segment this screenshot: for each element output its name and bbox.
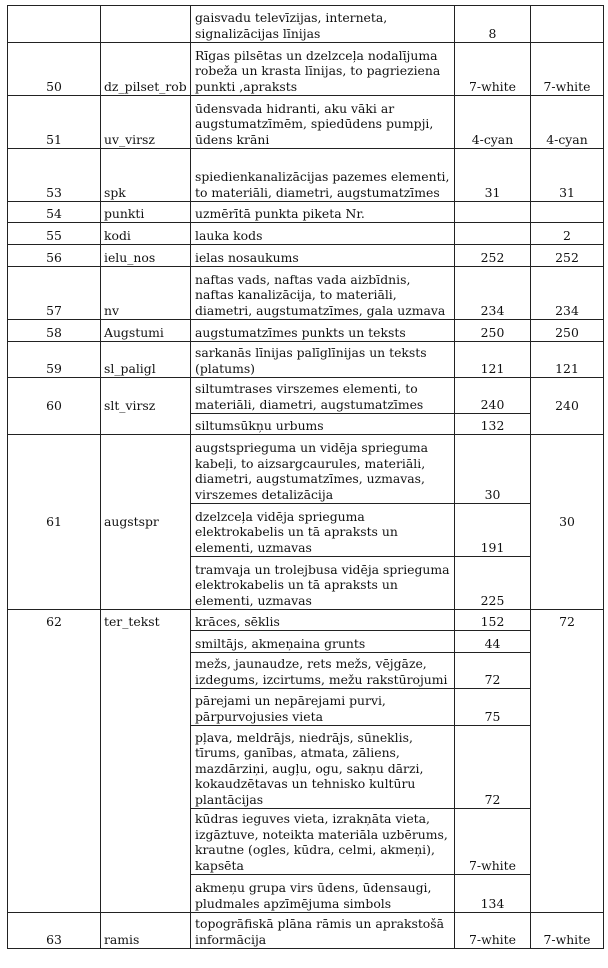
row-layer-color: 252 xyxy=(531,245,604,267)
row-color: 234 xyxy=(455,267,531,320)
table-row xyxy=(8,320,604,342)
table-row xyxy=(8,267,604,320)
row-color: 7-white xyxy=(455,913,531,949)
row-description: uzmērītā punkta piketa Nr. xyxy=(191,202,455,223)
row-layer-color: 7-white xyxy=(531,43,604,96)
row-description: pļava, meldrājs, niedrājs, sūneklis, tīrums, ganības, atmata, zāliens, mazdārziņi, augļu, ogu, sakņu dārzi, kokaudzētavas un tehnisko kultūru plantācijas xyxy=(191,726,455,809)
row-id xyxy=(8,6,101,43)
row-description: lauka kods xyxy=(191,223,455,245)
row-layer: dz_pilset_rob xyxy=(101,43,191,96)
row-description: kūdras ieguves vieta, izrakņāta vieta, izgāztuve, noteikta materiāla uzbērums, krautne (ogles, kūdra, celmi, akmeņi), kapsēta xyxy=(191,809,455,875)
table-row xyxy=(8,202,604,223)
row-color: 191 xyxy=(455,504,531,557)
row-id: 56 xyxy=(8,245,101,267)
row-color: 72 xyxy=(455,726,531,809)
row-color: 132 xyxy=(455,414,531,435)
row-layer: kodi xyxy=(101,223,191,245)
row-description: siltumtrases virszemes elementi, to materiāli, diametri, augstumatzīmes xyxy=(191,378,455,414)
row-id: 54 xyxy=(8,202,101,223)
row-color: 7-white xyxy=(455,809,531,875)
row-layer: punkti xyxy=(101,202,191,223)
row-color: 8 xyxy=(455,6,531,43)
row-id: 57 xyxy=(8,267,101,320)
row-layer-color: 121 xyxy=(531,342,604,378)
row-description: siltumsūkņu urbums xyxy=(191,414,455,435)
row-layer-color: 7-white xyxy=(531,913,604,949)
row-description: krāces, sēklis xyxy=(191,610,455,631)
row-layer: sl_paligl xyxy=(101,342,191,378)
row-color: 240 xyxy=(455,378,531,414)
row-layer: ter_tekst xyxy=(101,610,191,913)
row-layer-color: 240 xyxy=(531,378,604,435)
table-row xyxy=(8,43,604,96)
row-color: 121 xyxy=(455,342,531,378)
row-color: 134 xyxy=(455,875,531,913)
row-layer-color: 30 xyxy=(531,435,604,610)
row-color: 225 xyxy=(455,557,531,610)
table-row xyxy=(8,223,604,245)
row-layer-color: 72 xyxy=(531,610,604,913)
row-color: 4-cyan xyxy=(455,96,531,149)
row-layer: augstspr xyxy=(101,435,191,610)
row-description: augstsprieguma un vidēja sprieguma kabeļi, to aizsargcaurules, materiāli, diametri, augstumatzīmes, uzmavas, virszemes detalizācija xyxy=(191,435,455,504)
row-description: augstumatzīmes punkts un teksts xyxy=(191,320,455,342)
row-id: 53 xyxy=(8,149,101,202)
row-description: Rīgas pilsētas un dzelzceļa nodalījuma robeža un krasta līnijas, to pagrieziena punkti ,apraksts xyxy=(191,43,455,96)
row-layer: ielu_nos xyxy=(101,245,191,267)
row-id: 61 xyxy=(8,435,101,610)
row-id: 50 xyxy=(8,43,101,96)
row-description: ūdensvada hidranti, aku vāki ar augstumatzīmēm, spiedūdens pumpji, ūdens krāni xyxy=(191,96,455,149)
row-id: 60 xyxy=(8,378,101,435)
row-id: 62 xyxy=(8,610,101,913)
table-row xyxy=(8,435,604,504)
table-row xyxy=(8,378,604,414)
row-description: spiedienkanalizācijas pazemes elementi, to materiāli, diametri, augstumatzīmes xyxy=(191,149,455,202)
row-layer-color: 2 xyxy=(531,223,604,245)
row-description: mežs, jaunaudze, rets mežs, vējgāze, izdegums, izcirtums, mežu rakstūrojumi xyxy=(191,653,455,689)
table-row xyxy=(8,342,604,378)
row-layer-color: 234 xyxy=(531,267,604,320)
row-description: smiltājs, akmeņaina grunts xyxy=(191,631,455,653)
row-description: akmeņu grupa virs ūdens, ūdensaugi, pludmales apzīmējuma simbols xyxy=(191,875,455,913)
row-layer-color: 4-cyan xyxy=(531,96,604,149)
row-description: sarkanās līnijas palīglīnijas un teksts (platums) xyxy=(191,342,455,378)
row-layer: slt_virsz xyxy=(101,378,191,435)
row-id: 55 xyxy=(8,223,101,245)
row-layer: ramis xyxy=(101,913,191,949)
row-description: ielas nosaukums xyxy=(191,245,455,267)
row-layer xyxy=(101,6,191,43)
row-color: 250 xyxy=(455,320,531,342)
row-id: 51 xyxy=(8,96,101,149)
row-color: 7-white xyxy=(455,43,531,96)
row-color: 152 xyxy=(455,610,531,631)
row-description: pārejami un nepārejami purvi, pārpurvojusies vieta xyxy=(191,689,455,726)
row-description: tramvaja un trolejbusa vidēja sprieguma elektrokabelis un tā apraksts un elementi, uzmavas xyxy=(191,557,455,610)
row-description: gaisvadu televīzijas, interneta, signalizācijas līnijas xyxy=(191,6,455,43)
row-color xyxy=(455,223,531,245)
table-row xyxy=(8,149,604,202)
row-id: 58 xyxy=(8,320,101,342)
row-layer-color xyxy=(531,202,604,223)
row-layer-color: 250 xyxy=(531,320,604,342)
table-row xyxy=(8,6,604,43)
row-color: 30 xyxy=(455,435,531,504)
row-layer: spk xyxy=(101,149,191,202)
row-color xyxy=(455,202,531,223)
row-color: 75 xyxy=(455,689,531,726)
table-row xyxy=(8,913,604,949)
row-layer: uv_virsz xyxy=(101,96,191,149)
row-id: 59 xyxy=(8,342,101,378)
table-row xyxy=(8,96,604,149)
row-layer: Augstumi xyxy=(101,320,191,342)
row-description: dzelzceļa vidēja sprieguma elektrokabelis un tā apraksts un elementi, uzmavas xyxy=(191,504,455,557)
row-layer: nv xyxy=(101,267,191,320)
table-row xyxy=(8,610,604,631)
row-description: naftas vads, naftas vada aizbīdnis, naftas kanalizācija, to materiāli, diametri, augstumatzīmes, gala uzmava xyxy=(191,267,455,320)
row-layer-color: 31 xyxy=(531,149,604,202)
row-id: 63 xyxy=(8,913,101,949)
symbol-table xyxy=(7,5,604,949)
row-layer-color xyxy=(531,6,604,43)
row-description: topogrāfiskā plāna rāmis un aprakstošā informācija xyxy=(191,913,455,949)
row-color: 44 xyxy=(455,631,531,653)
row-color: 252 xyxy=(455,245,531,267)
table-row xyxy=(8,245,604,267)
row-color: 31 xyxy=(455,149,531,202)
row-color: 72 xyxy=(455,653,531,689)
